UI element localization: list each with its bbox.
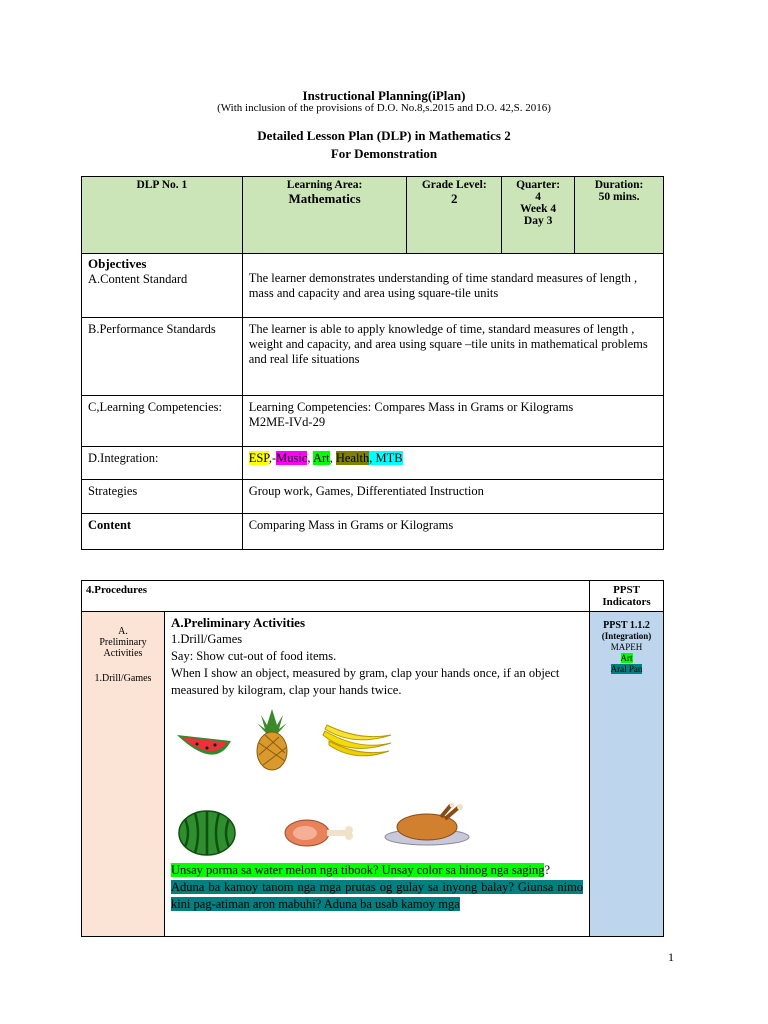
- dlp-subtitle: For Demonstration: [330, 146, 438, 161]
- dlp-no: DLP No. 1: [136, 179, 188, 191]
- quarter-value: 4: [535, 191, 541, 203]
- competencies-cell: [242, 396, 663, 447]
- strategies-label: Strategies: [82, 480, 243, 514]
- integration-row: [82, 447, 664, 480]
- drill-title: 1.Drill/Games: [170, 632, 243, 646]
- section-title: A.Preliminary Activities: [170, 615, 306, 630]
- competencies-value-2: M2ME-IVd-29: [248, 415, 326, 429]
- performance-label: B.Performance Standards: [82, 318, 243, 396]
- left-a: A.: [118, 626, 128, 637]
- ppst-art: Art: [620, 653, 633, 663]
- roast-chicken-icon: [383, 803, 473, 847]
- ppst-cell: [590, 612, 664, 937]
- integration-sep-2: ,: [307, 451, 313, 465]
- dlp-title: Detailed Lesson Plan (DLP) in Mathematics 2: [257, 128, 511, 143]
- quarter-label: Quarter:: [516, 179, 561, 191]
- page-number: 1: [668, 950, 674, 964]
- objectives-heading: Objectives: [88, 256, 147, 271]
- objectives-cell: [82, 254, 243, 318]
- content-standard-row: [82, 254, 664, 318]
- food-images: [171, 699, 583, 862]
- performance-value: The learner is able to apply knowledge of time, standard measures of length , weight and capacity, and area using square –tile units in mathematical problems and real life situations: [242, 318, 663, 396]
- bananas-icon: [319, 721, 395, 761]
- learning-area-label: Learning Area:: [286, 179, 363, 191]
- integration-health: Health: [335, 451, 370, 465]
- procedures-heading: 4.Procedures: [82, 581, 590, 612]
- performance-row: [82, 318, 664, 396]
- content-standard-value: The learner demonstrates understanding of time standard measures of length , mass and capacity and area using square-tile units: [242, 254, 663, 318]
- competencies-value-1: Learning Competencies: Compares Mass in Grams or Kilograms: [248, 400, 574, 414]
- question-1: [171, 862, 583, 879]
- ppst-integration: (Integration): [601, 631, 652, 641]
- instruction-text: When I show an object, measured by gram, clap your hands once, if an object measured by kilogram, clap your hands twice.: [170, 666, 560, 697]
- dlp-no-cell: [82, 177, 243, 254]
- content-row: [82, 514, 664, 550]
- ppst-code: PPST 1.1.2: [603, 620, 650, 631]
- info-header-row: [82, 177, 664, 254]
- day-value: Day 3: [523, 215, 553, 227]
- integration-label: D.Integration:: [82, 447, 243, 480]
- integration-mtb: , MTB: [369, 451, 403, 465]
- ppst-aralpan-line: [592, 664, 661, 675]
- doc-subtitle: (With inclusion of the provisions of D.O. No.8,s.2015 and D.O. 42,S. 2016): [217, 102, 551, 114]
- left-preliminary: Preliminary Activities: [99, 637, 147, 659]
- pineapple-icon: [251, 707, 293, 771]
- doc-title: Instructional Planning(iPlan): [302, 88, 466, 103]
- grade-level-label: Grade Level:: [421, 179, 487, 191]
- grade-level-value: 2: [451, 191, 458, 206]
- question-2: [171, 879, 583, 913]
- preliminary-left-cell: [82, 612, 165, 937]
- grade-level-cell: [407, 177, 502, 254]
- competencies-label: C,Learning Competencies:: [82, 396, 243, 447]
- procedures-table: [81, 580, 664, 937]
- integration-esp: ESP: [248, 451, 269, 465]
- duration-cell: [575, 177, 664, 254]
- learning-area-cell: [242, 177, 407, 254]
- integration-music: Music: [276, 451, 308, 465]
- integration-value: [242, 447, 663, 480]
- question-1-tail: ?: [544, 863, 551, 877]
- ppst-art-line: [592, 653, 661, 664]
- watermelon-slice-icon: [175, 731, 233, 769]
- preliminary-content-cell: [164, 612, 589, 937]
- left-drill: 1.Drill/Games: [94, 673, 152, 684]
- say-line: Say: Show cut-out of food items.: [170, 649, 337, 663]
- ham-icon: [283, 817, 359, 849]
- whole-watermelon-icon: [177, 809, 237, 857]
- ppst-aralpan: Aral Pan: [610, 664, 643, 674]
- week-value: Week 4: [520, 203, 557, 215]
- preliminary-row: [82, 612, 664, 937]
- quarter-cell: [502, 177, 575, 254]
- duration-value: 50 mins.: [598, 191, 640, 203]
- content-standard-label: A.Content Standard: [88, 272, 188, 286]
- lesson-info-table: [81, 176, 664, 550]
- integration-sep-3: ,: [329, 451, 336, 465]
- integration-sep-1: ,-: [268, 451, 277, 465]
- question-2-highlight: Aduna ba kamoy tanom nga mga prutas og gulay sa inyong balay? Giunsa nimo kini pag-atiman aron mabuhi? Aduna ba usab kamoy mga: [170, 880, 584, 911]
- learning-area-value: Mathematics: [288, 191, 361, 206]
- content-value: Comparing Mass in Grams or Kilograms: [242, 514, 663, 550]
- question-1-highlight: Unsay porma sa water melon nga tibook? Unsay color sa hinog nga saging: [170, 863, 545, 877]
- ppst-heading: PPST Indicators: [590, 581, 664, 612]
- strategies-row: [82, 480, 664, 514]
- ppst-mapeh: MAPEH: [610, 642, 643, 652]
- competencies-row: [82, 396, 664, 447]
- content-label: Content: [82, 514, 243, 550]
- duration-label: Duration:: [594, 179, 644, 191]
- strategies-value: Group work, Games, Differentiated Instruction: [242, 480, 663, 514]
- integration-art: Art: [312, 451, 330, 465]
- procedures-header-row: [82, 581, 664, 612]
